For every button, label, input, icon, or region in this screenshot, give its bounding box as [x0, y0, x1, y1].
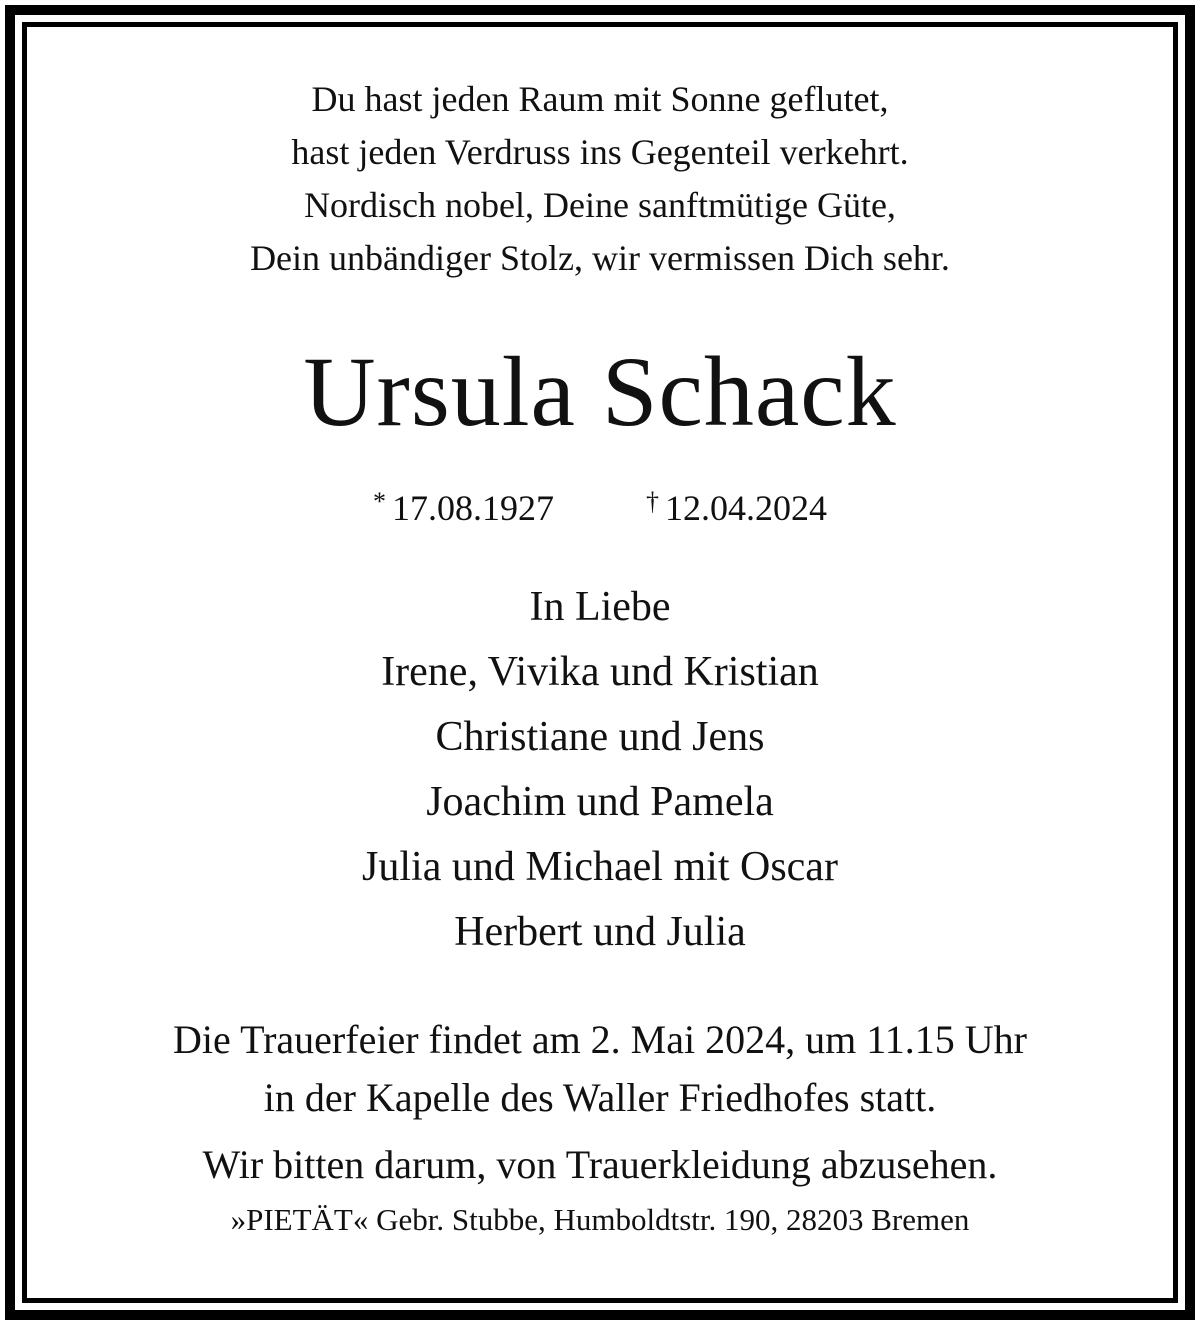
mourner-line: Julia und Michael mit Oscar: [362, 844, 838, 890]
poem-line-2: hast jeden Verdruss ins Gegenteil verkehrt.: [291, 132, 909, 172]
birth-symbol: *: [373, 487, 386, 516]
service-line-1: Die Trauerfeier findet am 2. Mai 2024, um 11.15 Uhr: [173, 1017, 1027, 1062]
life-dates: [27, 482, 1173, 528]
obituary-notice: [27, 27, 1173, 1298]
mourner-line: Irene, Vivika und Kristian: [381, 649, 819, 695]
death-date: 12.04.2024: [665, 488, 827, 528]
poem-line-3: Nordisch nobel, Deine sanftmütige Güte,: [304, 185, 896, 225]
birth-date: 17.08.1927: [392, 488, 554, 528]
undertaker-address: »PIETÄT« Gebr. Stubbe, Humboldtstr. 190, 28203 Bremen: [230, 1202, 970, 1237]
mourner-line: Joachim und Pamela: [426, 779, 774, 825]
mourner-line: Christiane und Jens: [435, 714, 765, 760]
death-symbol: †: [646, 487, 659, 516]
poem-line-4: Dein unbändiger Stolz, wir vermissen Dich sehr.: [250, 238, 950, 278]
mourners-intro: In Liebe: [529, 584, 671, 630]
attire-request: Wir bitten darum, von Trauerkleidung abzusehen.: [202, 1142, 998, 1187]
mourner-line: Herbert und Julia: [454, 909, 746, 955]
service-line-2: in der Kapelle des Waller Friedhofes statt.: [263, 1075, 937, 1120]
poem-line-1: Du hast jeden Raum mit Sonne geflutet,: [311, 79, 889, 119]
deceased-name: Ursula Schack: [303, 336, 897, 447]
